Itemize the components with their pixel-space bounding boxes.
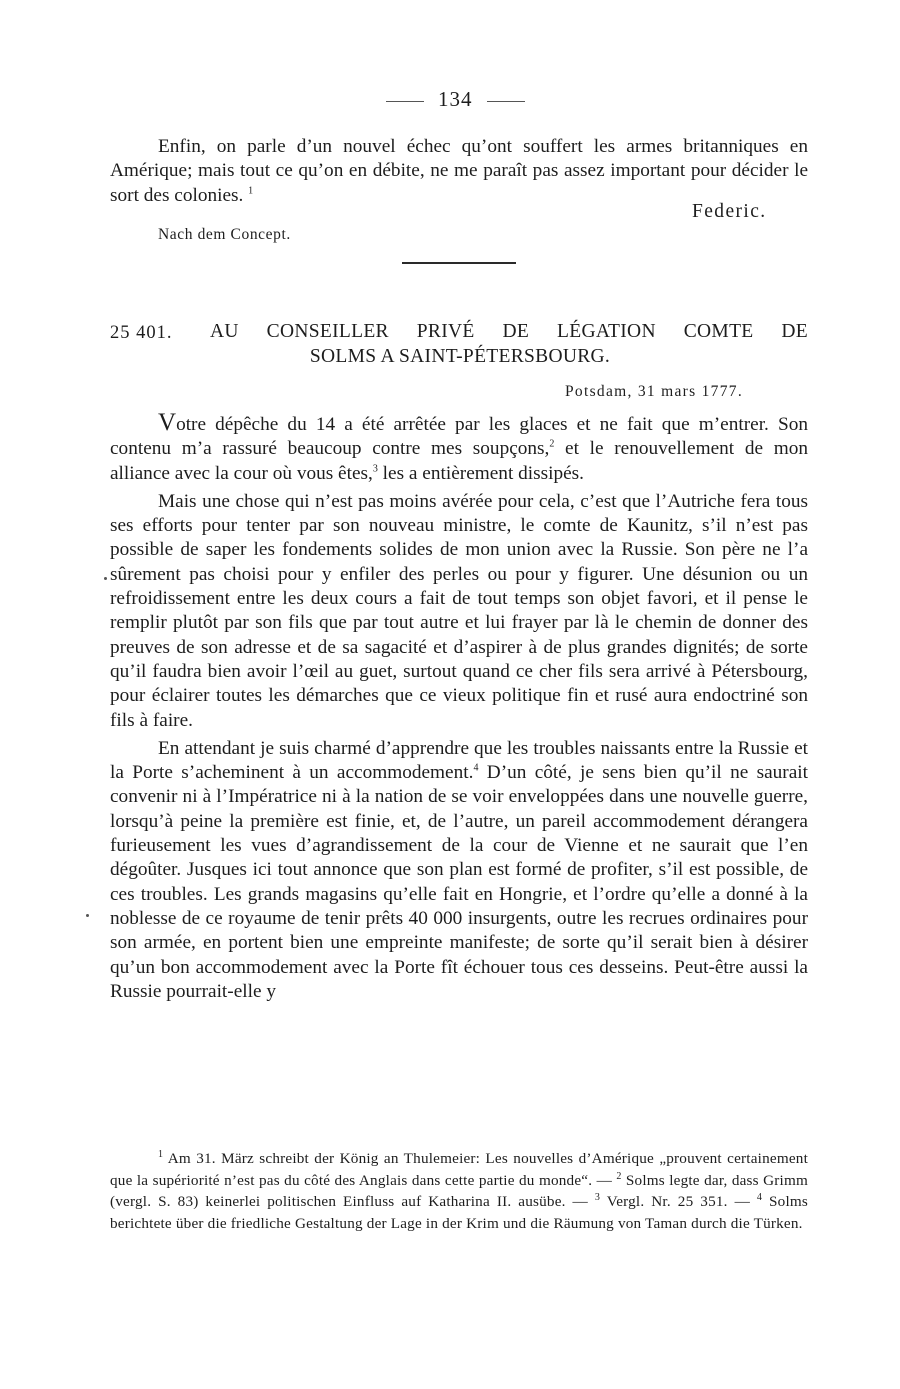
paragraph-1-text-a: Votre dépêche du 14 a été arrêtée par les glaces et ne fait que m’entrer. Son contenu m’a rassuré beaucoup contre mes soupçons, — [110, 409, 808, 460]
footnote-ref: 2 — [549, 438, 555, 450]
footnote-4: Solms berichtete über die friedliche Gestaltung der Lage in der Krim und die Räumung von Taman durch die Türken. — [110, 1193, 808, 1232]
margin-speck — [86, 914, 89, 917]
footnote-2: Solms legte dar, dass Grimm (vergl. S. 83) keinerlei politischen Einfluss auf Katharina II. ausübe. — [110, 1171, 808, 1211]
source-note: Nach dem Concept. — [158, 226, 291, 243]
signature: Federic. — [692, 201, 767, 222]
footnote-block — [110, 1148, 808, 1234]
page-number-header — [386, 87, 525, 112]
dateline: Potsdam, 31 mars 1777. — [565, 383, 743, 400]
paragraph-3 — [110, 737, 808, 1004]
footnote-ref: 4 — [473, 762, 479, 774]
footnote-separator: — — [592, 1171, 617, 1189]
opening-paragraph — [110, 135, 808, 208]
paragraph-1 — [110, 411, 808, 486]
paragraph-3-text-b: D’un côté, je sens bien qu’il ne saurait convenir ni à l’Impératrice ni à la nation de se voir enveloppées dans une nouvelle guerre, lorsqu’à peine la première est finie, et, de l’autre, un pareil accommodement dérangera furieusement les vues d’agrandissement de la cour de Vienne et ne saurait que l’en dégoûter. Jusques ici tout annonce que son plan est formé de profiter, s’il est possible, de ces troubles. Les grands magasins qu’elle fait en Hongrie, et l’ordre qu’elle a donné à la noblesse de ce royaume de tenir prêts 40 000 insurgents, outre les recrues ordinaires pour son armée, en portent bien une empreinte manifeste; de sorte qu’il serait bien à désirer qu’un bon accommodement avec la Porte fît échouer tous ces desseins. Peut-être aussi la Russie pourrait-elle y — [110, 762, 808, 1002]
paragraph-3-text-a: En attendant je suis charmé d’apprendre que les troubles naissants entre la Russie et la Porte s’acheminent à un accommodement. — [110, 737, 808, 784]
heading-line-1: AU CONSEILLER PRIVÉ DE LÉGATION COMTE DE — [210, 321, 808, 342]
footnote-ref: 1 — [248, 185, 254, 197]
footnote-3: Vergl. Nr. 25 351. — [606, 1193, 728, 1211]
footnote-separator: — — [727, 1193, 757, 1211]
footnote-number: 3 — [594, 1192, 601, 1204]
margin-speck — [104, 577, 107, 580]
header-rule-left — [386, 101, 424, 102]
heading-line-2: SOLMS A SAINT-PÉTERSBOURG. — [309, 346, 611, 367]
paragraph-1-text-b: et le renouvellement de mon alliance avec la cour où vous êtes, — [110, 438, 808, 484]
footnote-number: 4 — [756, 1192, 763, 1204]
footnote-1: Am 31. März schreibt der König an Thulemeier: Les nouvelles d’Amérique „prouvent certainement que la supériorité n’est pas du côté des Anglais dans cette partie du monde“. — [110, 1150, 808, 1189]
footnote-number: 2 — [616, 1170, 622, 1182]
footnotes — [110, 1148, 808, 1234]
footnote-number: 1 — [158, 1148, 164, 1160]
paragraph-1-text-c: les a entièrement dissipés. — [377, 462, 585, 484]
letter-body — [110, 411, 808, 1008]
opening-paragraph-text: Enfin, on parle d’un nouvel échec qu’ont souffert les armes britanniques en Amérique; mais tout ce qu’on en débite, ne me paraît pas assez important pour décider le sort des colonies. — [110, 136, 808, 206]
section-divider — [402, 262, 516, 264]
letter-number: 25 401. — [110, 323, 173, 343]
footnote-ref: 3 — [372, 463, 378, 475]
paragraph-2: Mais une chose qui n’est pas moins avérée pour cela, c’est que l’Autriche fera tous ses efforts pour tenter par son nouveau ministre, le comte de Kaunitz, s’il n’est pas possible de saper les fondements solides de mon union avec la Russie. Son père ne l’a sûrement pas choisi pour y enfiler des perles ou pour y figurer. Une désunion ou un refroidissement entre les deux cours a fait de tout temps son objet favori, et il pense le remplir plutôt par son fils que par tout autre et lui frayer par là le chemin de donner des preuves de son adresse et de sa sagacité et d’aspirer à de plus grandes dignités; de sorte qu’il faudra bien avoir l’œil au guet, surtout quand ce cher fils sera arrivé à Pétersbourg, pour éclairer toutes les démarches que ce vieux politique fin et rusé aura endoctriné son fils à faire. — [110, 490, 808, 731]
page-number: 134 — [438, 87, 473, 111]
footnote-separator: — — [565, 1193, 595, 1211]
header-rule-right — [487, 101, 525, 102]
